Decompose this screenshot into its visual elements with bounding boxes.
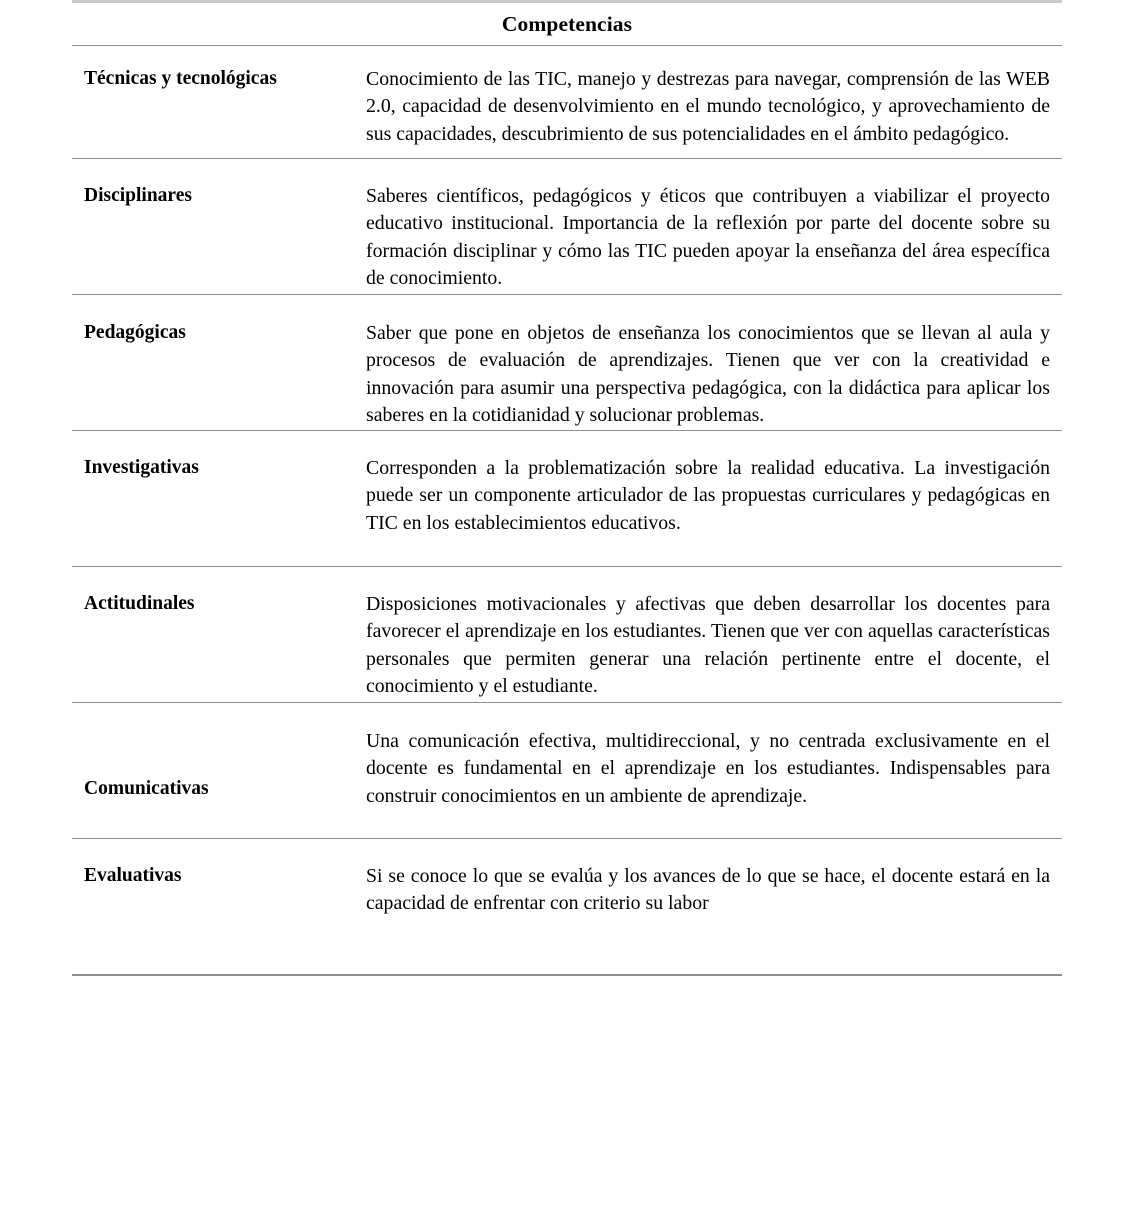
table-row [72,839,1062,974]
table-header [72,3,1062,45]
row-label-investigativas: Investigativas [84,457,199,478]
row-description-disciplinares: Saberes científicos, pedagógicos y éticos que contribuyen a viabilizar el proyecto educativo institucional. Importancia de la reflexión por parte del docente sobre su formación disciplinar y cómo las TIC pueden apoyar la enseñanza del área específica de conocimiento. [366,185,1050,289]
row-description-investigativas: Corresponden a la problematización sobre la realidad educativa. La investigación puede ser un componente articulador de las propuestas curriculares y pedagógicas en TIC en los establecimientos educativos. [366,457,1050,534]
table-row [72,159,1062,294]
row-description-pedagogicas: Saber que pone en objetos de enseñanza los conocimientos que se llevan al aula y procesos de evaluación de aprendizajes. Tienen que ver con la creatividad e innovación para asumir una perspectiva pedagógica, con la didáctica para aplicar los saberes en la cotidianidad y solucionar problemas. [366,322,1050,426]
row-label-evaluativas: Evaluativas [84,865,182,886]
row-description-comunicativas: Una comunicación efectiva, multidireccional, y no centrada exclusivamente en el docente es fundamental en el aprendizaje en los estudiantes. Indispensables para construir conocimientos en un ambiente de aprendizaje. [366,730,1050,807]
competencias-table [72,0,1062,976]
row-description-actitudinales: Disposiciones motivacionales y afectivas que deben desarrollar los docentes para favorecer el aprendizaje en los estudiantes. Tienen que ver con aquellas características personales que permiten generar una relación pertinente entre el docente, el conocimiento y el estudiante. [366,593,1050,697]
row-label-actitudinales: Actitudinales [84,593,195,614]
row-label-comunicativas: Comunicativas [84,778,209,799]
row-description-tecnicas-y-tecnologicas: Conocimiento de las TIC, manejo y destrezas para navegar, comprensión de las WEB 2.0, capacidad de desenvolvimiento en el mundo tecnológico, y aprovechamiento de sus capacidades, descubrimiento de sus potencialidades en el ámbito pedagógico. [366,68,1050,145]
row-label-disciplinares: Disciplinares [84,185,192,206]
row-label-pedagogicas: Pedagógicas [84,322,186,343]
table-row [72,567,1062,702]
table-row [72,295,1062,430]
row-label-tecnicas-y-tecnologicas: Técnicas y tecnológicas [84,68,277,89]
table-row [72,431,1062,566]
table-row [72,703,1062,838]
table-row [72,46,1062,158]
page-title: Competencias [501,11,633,36]
table-bottom-rule [72,974,1062,976]
row-description-evaluativas: Si se conoce lo que se evalúa y los avances de lo que se hace, el docente estará en la capacidad de enfrentar con criterio su labor [366,865,1050,915]
